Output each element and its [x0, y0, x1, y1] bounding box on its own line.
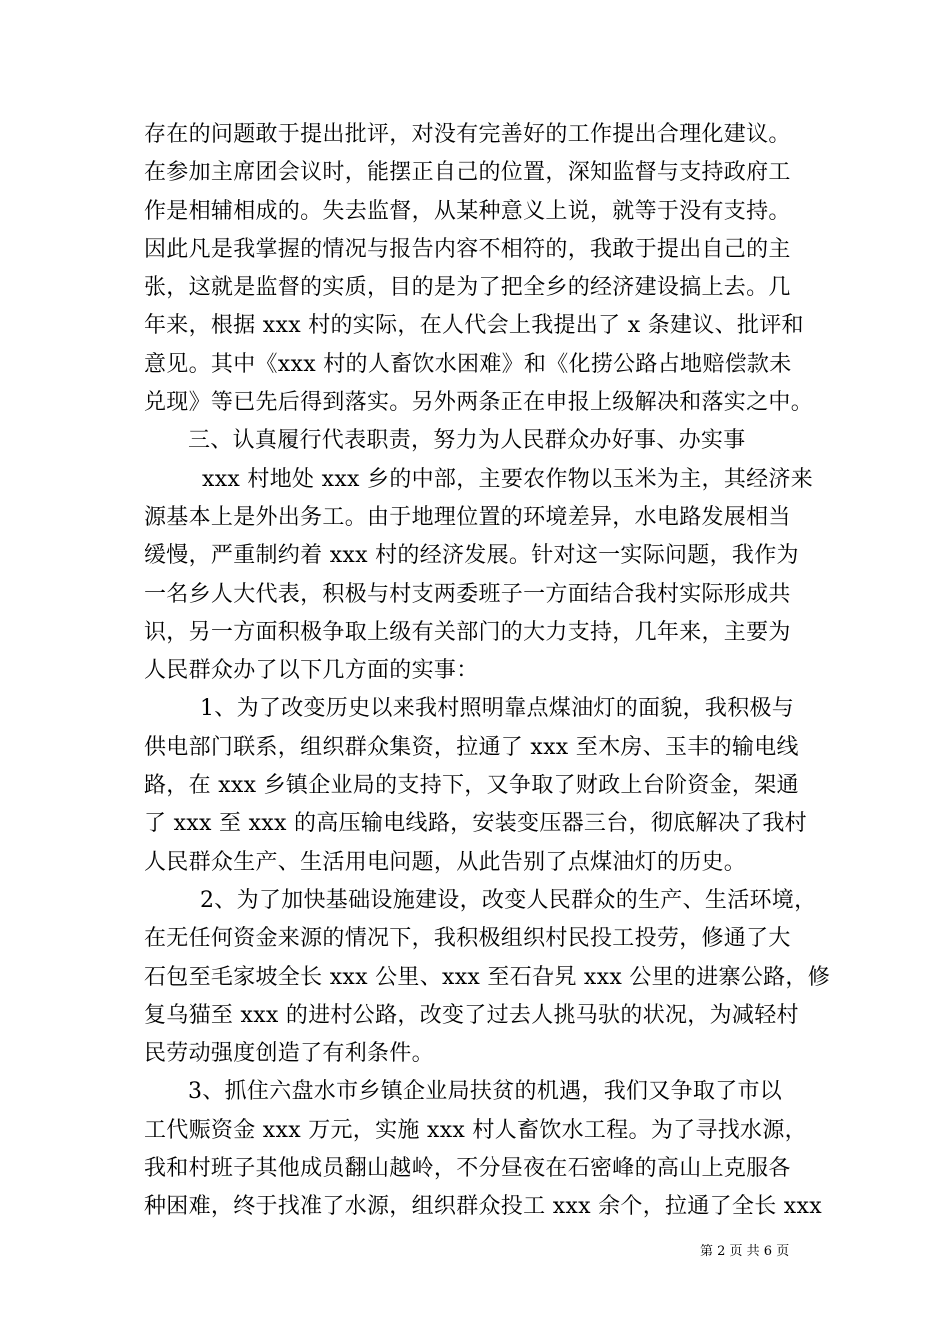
text-line: 源基本上是外出务工。由于地理位置的环境差异，水电路发展相当 [144, 504, 791, 530]
text-line: 作是相辅相成的。失去监督，从某种意义上说，就等于没有支持。 [144, 198, 791, 224]
text-line: 在无任何资金来源的情况下，我积极组织村民投工投劳，修通了大 [144, 926, 791, 952]
text-line: 种困难，终于找准了水源，组织群众投工 xxx 余个，拉通了全长 xxx [144, 1194, 822, 1220]
text-line: 人民群众办了以下几方面的实事： [144, 658, 479, 684]
text-line: 我和村班子其他成员翻山越岭，不分昼夜在石密峰的高山上克服各 [144, 1156, 791, 1182]
text-line: 年来，根据 xxx 村的实际，在人代会上我提出了 x 条建议、批评和 [144, 313, 804, 339]
text-line: 石包至毛家坡全长 xxx 公里、xxx 至石旮旯 xxx 公里的进寨公路，修 [144, 964, 831, 990]
text-line: 在参加主席团会议时，能摆正自己的位置，深知监督与支持政府工 [144, 160, 791, 186]
text-line: 存在的问题敢于提出批评，对没有完善好的工作提出合理化建议。 [144, 122, 791, 147]
text-line: 兑现》等已先后得到落实。另外两条正在申报上级解决和落实之中。 [144, 390, 814, 416]
text-line: 工代赈资金 xxx 万元，实施 xxx 村人畜饮水工程。为了寻找水源， [144, 1117, 807, 1143]
list-item-1-start: 1、为了改变历史以来我村照明靠点煤油灯的面貌，我积极与 [200, 696, 795, 722]
text-line: 供电部门联系，组织群众集资，拉通了 xxx 至木房、玉丰的输电线 [144, 734, 799, 760]
section-heading: 三、认真履行代表职责，努力为人民群众办好事、办实事 [188, 428, 746, 454]
text-line: 意见。其中《xxx 村的人畜饮水困难》和《化捞公路占地赔偿款未 [144, 351, 792, 377]
text-line: xxx 村地处 xxx 乡的中部，主要农作物以玉米为主，其经济来 [202, 466, 814, 492]
text-line: 识，另一方面积极争取上级有关部门的大力支持，几年来，主要为 [144, 619, 791, 645]
text-line: 缓慢，严重制约着 xxx 村的经济发展。针对这一实际问题，我作为 [144, 543, 799, 569]
text-line: 复乌猫至 xxx 的进村公路，改变了过去人挑马驮的状况，为减轻村 [144, 1002, 799, 1028]
text-line: 路，在 xxx 乡镇企业局的支持下，又争取了财政上台阶资金，架通 [144, 773, 799, 799]
text-line: 张，这就是监督的实质，目的是为了把全乡的经济建设搞上去。几 [144, 275, 791, 301]
text-line: 人民群众生产、生活用电问题，从此告别了点煤油灯的历史。 [144, 849, 747, 875]
page-number-footer: 第 2 页 共 6 页 [700, 1244, 790, 1259]
text-line: 一名乡人大代表，积极与村支两委班子一方面结合我村实际形成共 [144, 581, 791, 607]
text-line: 了 xxx 至 xxx 的高压输电线路，安装变压器三台，彻底解决了我村 [144, 811, 807, 837]
text-line: 因此凡是我掌握的情况与报告内容不相符的，我敢于提出自己的主 [144, 236, 791, 262]
list-item-2-start: 2、为了加快基础设施建设，改变人民群众的生产、生活环境， [200, 887, 817, 913]
list-item-3-start: 3、抓住六盘水市乡镇企业局扶贫的机遇，我们又争取了市以 [188, 1079, 783, 1105]
document-body [144, 116, 831, 1227]
text-line: 民劳动强度创造了有利条件。 [144, 1041, 434, 1067]
